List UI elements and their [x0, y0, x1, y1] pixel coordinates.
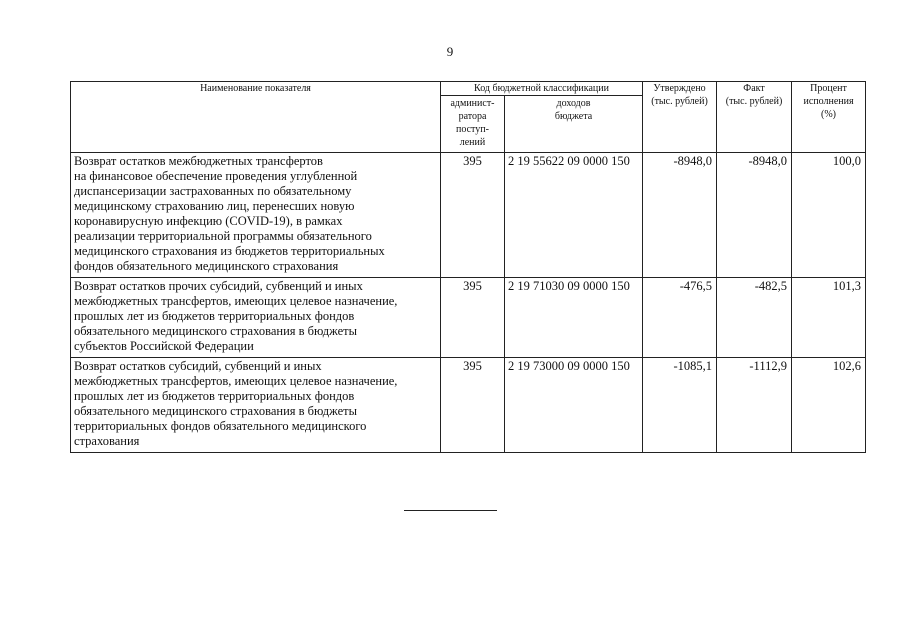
header-row-top [71, 82, 866, 96]
row-revenue-code: 2 19 55622 09 0000 150 [505, 153, 643, 278]
row-name: Возврат остатков прочих субсидий, субвенций и иных межбюджетных трансфертов, имеющих целевое назначение, прошлых лет из бюджетов территориальных фондов обязательного медицинского страхования в бюджеты субъектов Российской Федерации [71, 278, 441, 358]
table-row [71, 278, 866, 358]
page-number: 9 [446, 44, 454, 59]
row-admin-code: 395 [441, 278, 505, 358]
header-approved: Утверждено (тыс. рублей) [643, 82, 717, 153]
row-revenue-code: 2 19 73000 09 0000 150 [505, 358, 643, 453]
row-admin-code: 395 [441, 358, 505, 453]
row-name: Возврат остатков субсидий, субвенций и иных межбюджетных трансфертов, имеющих целевое назначение, прошлых лет из бюджетов территориальных фондов обязательного медицинского страхования в бюджеты территориальных фондов обязательного медицинского страхования [71, 358, 441, 453]
header-code-group: Код бюджетной классификации [441, 82, 643, 96]
row-percent: 102,6 [792, 358, 866, 453]
row-actual: -8948,0 [717, 153, 792, 278]
row-admin-code: 395 [441, 153, 505, 278]
row-actual: -1112,9 [717, 358, 792, 453]
row-approved: -8948,0 [643, 153, 717, 278]
row-revenue-code: 2 19 71030 09 0000 150 [505, 278, 643, 358]
end-divider-line [404, 510, 497, 511]
header-percent: Процент исполнения (%) [792, 82, 866, 153]
table-row [71, 358, 866, 453]
budget-table [70, 81, 866, 453]
row-approved: -476,5 [643, 278, 717, 358]
row-percent: 100,0 [792, 153, 866, 278]
header-admin: админист- ратора поступ- лений [441, 96, 505, 153]
row-approved: -1085,1 [643, 358, 717, 453]
row-percent: 101,3 [792, 278, 866, 358]
header-actual: Факт (тыс. рублей) [717, 82, 792, 153]
header-revenue: доходов бюджета [505, 96, 643, 153]
row-actual: -482,5 [717, 278, 792, 358]
row-name: Возврат остатков межбюджетных трансфертов на финансовое обеспечение проведения углубленной диспансеризации застрахованных по обязательному медицинскому страхованию лиц, перенесших новую коронавирусную инфекцию (COVID-19), в рамках реализации территориальной программы обязательного медицинского страхования из бюджетов территориальных фондов обязательного медицинского страхования [71, 153, 441, 278]
header-name: Наименование показателя [71, 82, 441, 153]
table-row [71, 153, 866, 278]
